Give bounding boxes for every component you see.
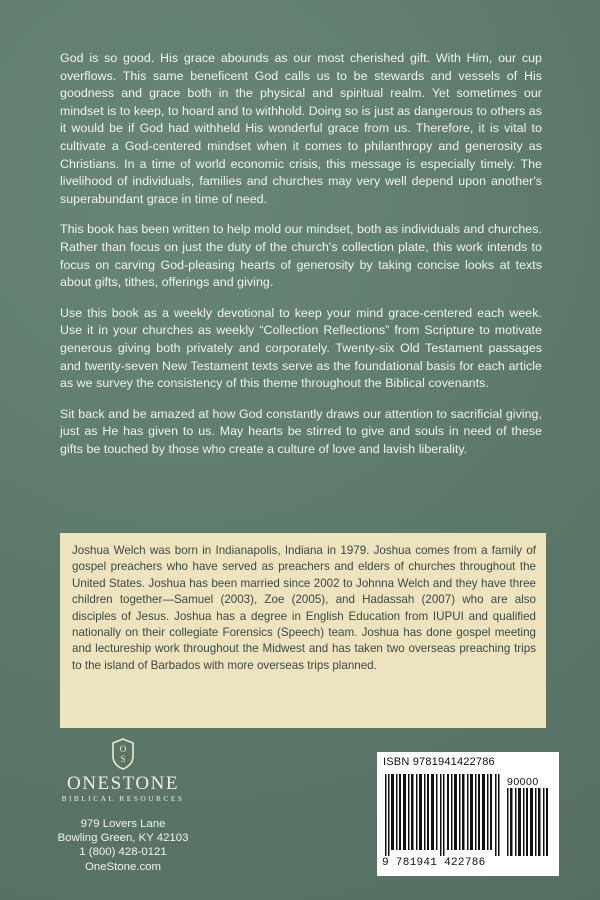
- ean-barcode-icon: [385, 774, 501, 856]
- isbn-human-readable: 9 781941 422786: [382, 857, 486, 869]
- onestone-emblem-icon: [111, 738, 135, 770]
- publisher-address: [38, 817, 208, 874]
- isbn-label: ISBN 9781941422786: [383, 756, 495, 768]
- address-phone: 1 (800) 428-0121: [79, 846, 167, 859]
- author-bio-text: Joshua Welch was born in Indianapolis, Indiana in 1979. Joshua comes from a family of gospel preachers who have served as preachers and elders of churches throughout the United States. Joshua has been married since 2002 to Johnna Welch and they have three children together—Samuel (2003), Zoe (2005), and Hadassah (2007) who are also disciples of Jesus. Joshua has a degree in English Education from IUPUI and qualified nationally on their collegiate Forensics (Speech) team. Joshua has done gospel meeting and lectureship work throughout the Midwest and has taken two overseas preaching trips to the island of Barbados with more overseas trips planned.: [72, 544, 536, 672]
- price-addon-number: 90000: [507, 776, 539, 788]
- blurb-paragraph: This book has been written to help mold our mindset, both as individuals and churches. Rather than focus on just the duty of the church's collection plate, this work intends to focus on carving God-pleasing hearts of generosity by taking concise looks at texts about gifts, tithes, offerings and giving.: [60, 222, 542, 290]
- publisher-name: ONESTONE: [67, 773, 179, 794]
- publisher-logo: [38, 738, 208, 814]
- publisher-subtitle: BIBLICAL RESOURCES: [61, 794, 185, 803]
- address-website: OneStone.com: [85, 860, 161, 873]
- blurb-paragraph: God is so good. His grace abounds as our most cherished gift. With Him, our cup overflows. This same beneficent God calls us to be stewards and vessels of His goodness and grace both in the physical and spiritual realm. Yet sometimes our mindset is to keep, to hoard and to withhold. Doing so is just as dangerous to others as it would be if God had withheld His wonderful grace from us. Therefore, it is vital to cultivate a God-centered mindset when it comes to philanthropy and generosity as Christians. In a time of world economic crisis, this message is especially timely. The livelihood of individuals, families and churches may very well depend upon another's superabundant grace in time of need.: [60, 51, 542, 206]
- author-bio-box: [60, 533, 546, 728]
- blurb-paragraph: Sit back and be amazed at how God constantly draws our attention to sacrificial giving, just as He has given to us. May hearts be stirred to give and souls in need of these gifts be touched by those who create a culture of love and lavish liberality.: [60, 406, 542, 456]
- addon-barcode-icon: [505, 774, 549, 856]
- blurb-paragraph: Use this book as a weekly devotional to keep your mind grace-centered each week. Use it in your churches as weekly “Collection Reflections” from Scripture to motivate generous giving both privately and corporately. Twenty-six Old Testament passages and twenty-seven New Testament texts serve as the foundational basis for each article as we survey the consistency of this theme throughout the Biblical covenants.: [60, 305, 542, 391]
- isbn-barcode: [377, 752, 559, 876]
- svg-text:S: S: [120, 754, 126, 764]
- description-blurb: [60, 50, 542, 471]
- address-city: Bowling Green, KY 42103: [57, 832, 189, 845]
- svg-text:O: O: [119, 744, 127, 754]
- address-street: 979 Lovers Lane: [80, 818, 166, 830]
